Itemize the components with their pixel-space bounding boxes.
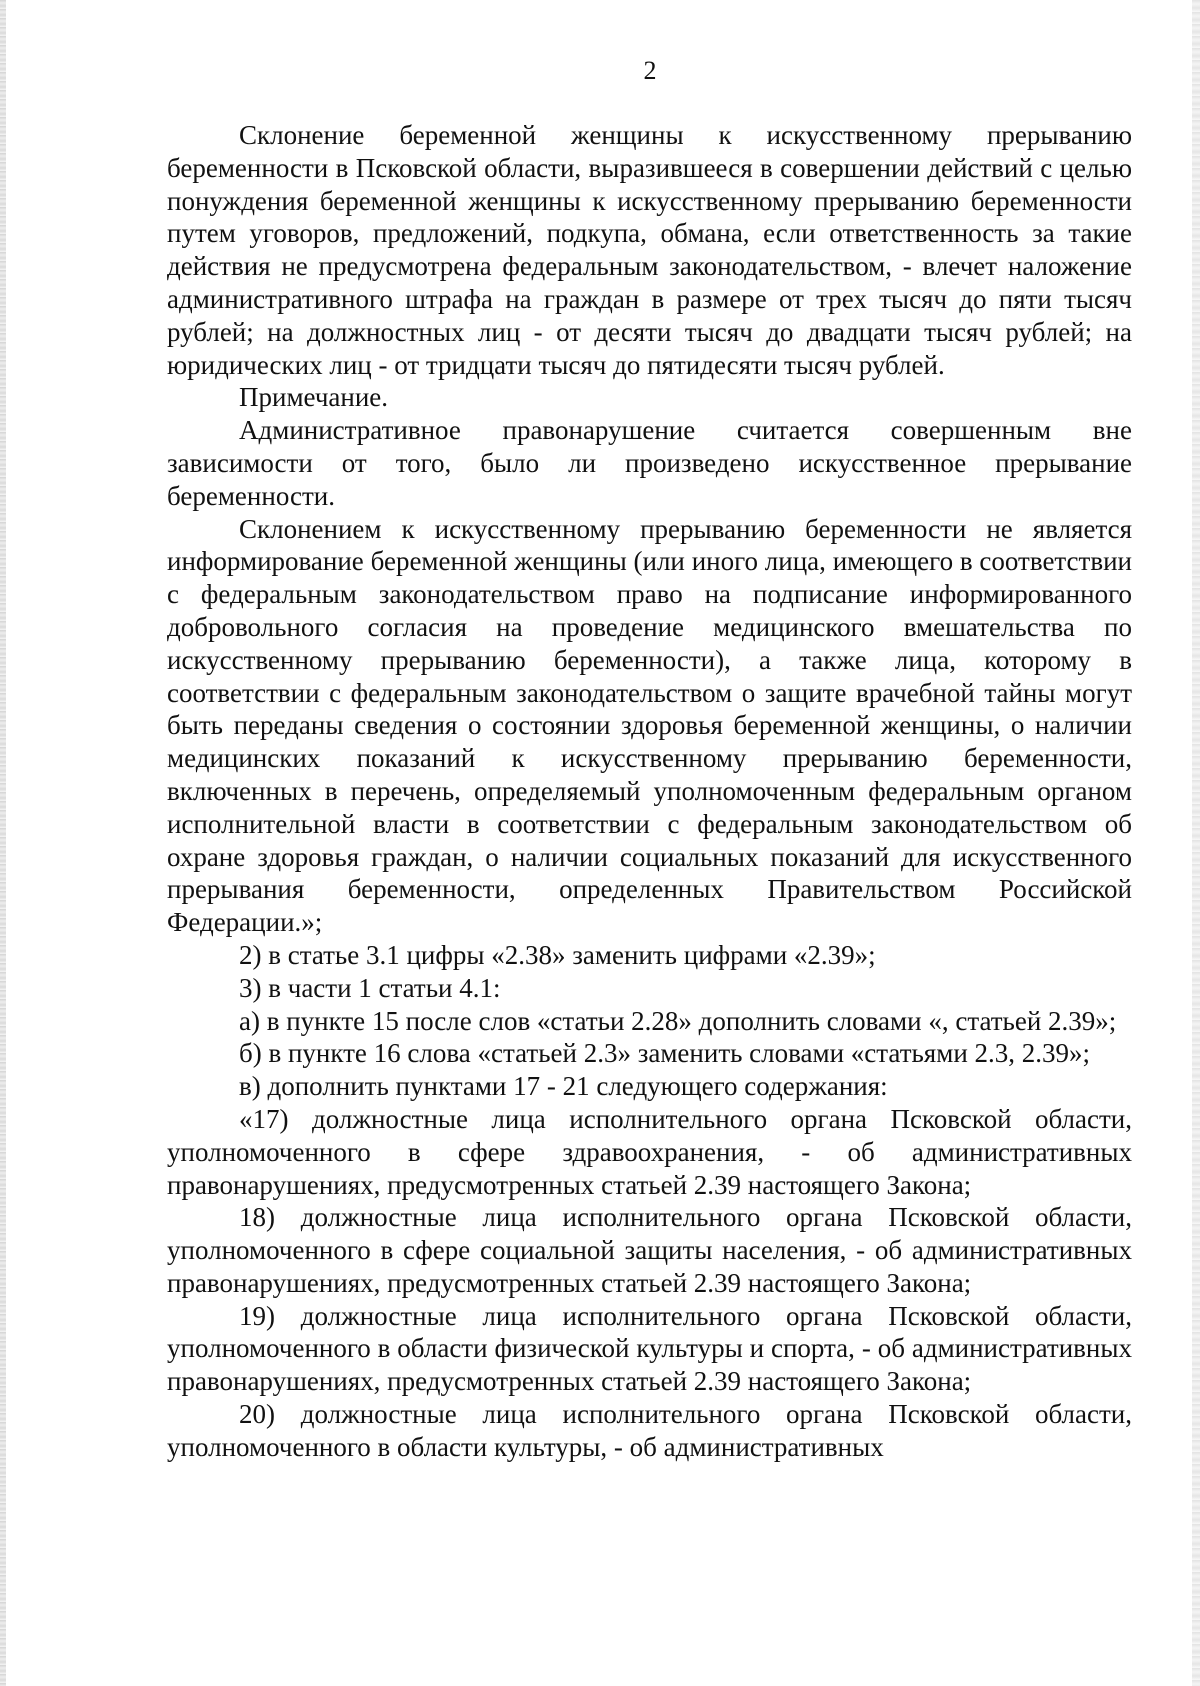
scan-edge-left [0,0,6,1686]
paragraph-note-heading: Примечание. [239,382,389,413]
paragraph-item-3: 3) в части 1 статьи 4.1: [239,972,501,1003]
page-number: 2 [643,56,657,85]
paragraph-3: Административное правонарушение считается совершенным вне зависимости от того, было ли произведено искусственное прерывание беременности. [167,415,1132,511]
scan-edge-right [1192,0,1200,1686]
paragraph-point-18: 18) должностные лица исполнительного органа Псковской области, уполномоченного в сфере социальной защиты населения, - об административных правонарушениях, предусмотренных статьей 2.39 настоящего Закона; [167,1202,1132,1298]
paragraph-item-a: а) в пункте 15 после слов «статьи 2.28» дополнить словами «, статьей 2.39»; [239,1005,1117,1036]
document-body [167,119,1132,1464]
paragraph-4: Склонением к искусственному прерыванию беременности не является информирование беременной женщины (или иного лица, имеющего в соответствии с федеральным законодательством право на подписание информированного добровольного согласия на проведение медицинского вмешательства по искусственному прерыванию беременности), а также лица, которому в соответствии с федеральным законодательством о защите врачебной тайны могут быть переданы сведения о состоянии здоровья беременной женщины, о наличии медицинских показаний к искусственному прерыванию беременности, включенных в перечень, определяемый уполномоченным федеральным органом исполнительной власти в соответствии с федеральным законодательством об охране здоровья граждан, о наличии социальных показаний для искусственного прерывания беременности, определенных Правительством Российской Федерации.»; [167,513,1132,938]
paragraph-item-b: б) в пункте 16 слова «статьей 2.3» заменить словами «статьями 2.3, 2.39»; [239,1038,1091,1069]
paragraph-1: Склонение беременной женщины к искусственному прерыванию беременности в Псковской области, выразившееся в совершении действий с целью понуждения беременной женщины к искусственному прерыванию беременности путем уговоров, предложений, подкупа, обмана, если ответственность за такие действия не предусмотрена федеральным законодательством, - влечет наложение административного штрафа на граждан в размере от трех тысяч до пяти тысяч рублей; на должностных лиц - от десяти тысяч до двадцати тысяч рублей; на юридических лиц - от тридцати тысяч до пятидесяти тысяч рублей. [167,120,1132,380]
paragraph-item-2: 2) в статье 3.1 цифры «2.38» заменить цифрами «2.39»; [239,939,876,970]
paragraph-point-20: 20) должностные лица исполнительного органа Псковской области, уполномоченного в области культуры, - об административных [167,1399,1132,1462]
paragraph-point-19: 19) должностные лица исполнительного органа Псковской области, уполномоченного в области физической культуры и спорта, - об административных правонарушениях, предусмотренных статьей 2.39 настоящего Закона; [167,1300,1132,1397]
paragraph-item-v: в) дополнить пунктами 17 - 21 следующего содержания: [239,1071,888,1102]
paragraph-point-17: «17) должностные лица исполнительного органа Псковской области, уполномоченного в сфере здравоохранения, - об административных правонарушениях, предусмотренных статьей 2.39 настоящего Закона; [167,1103,1132,1200]
